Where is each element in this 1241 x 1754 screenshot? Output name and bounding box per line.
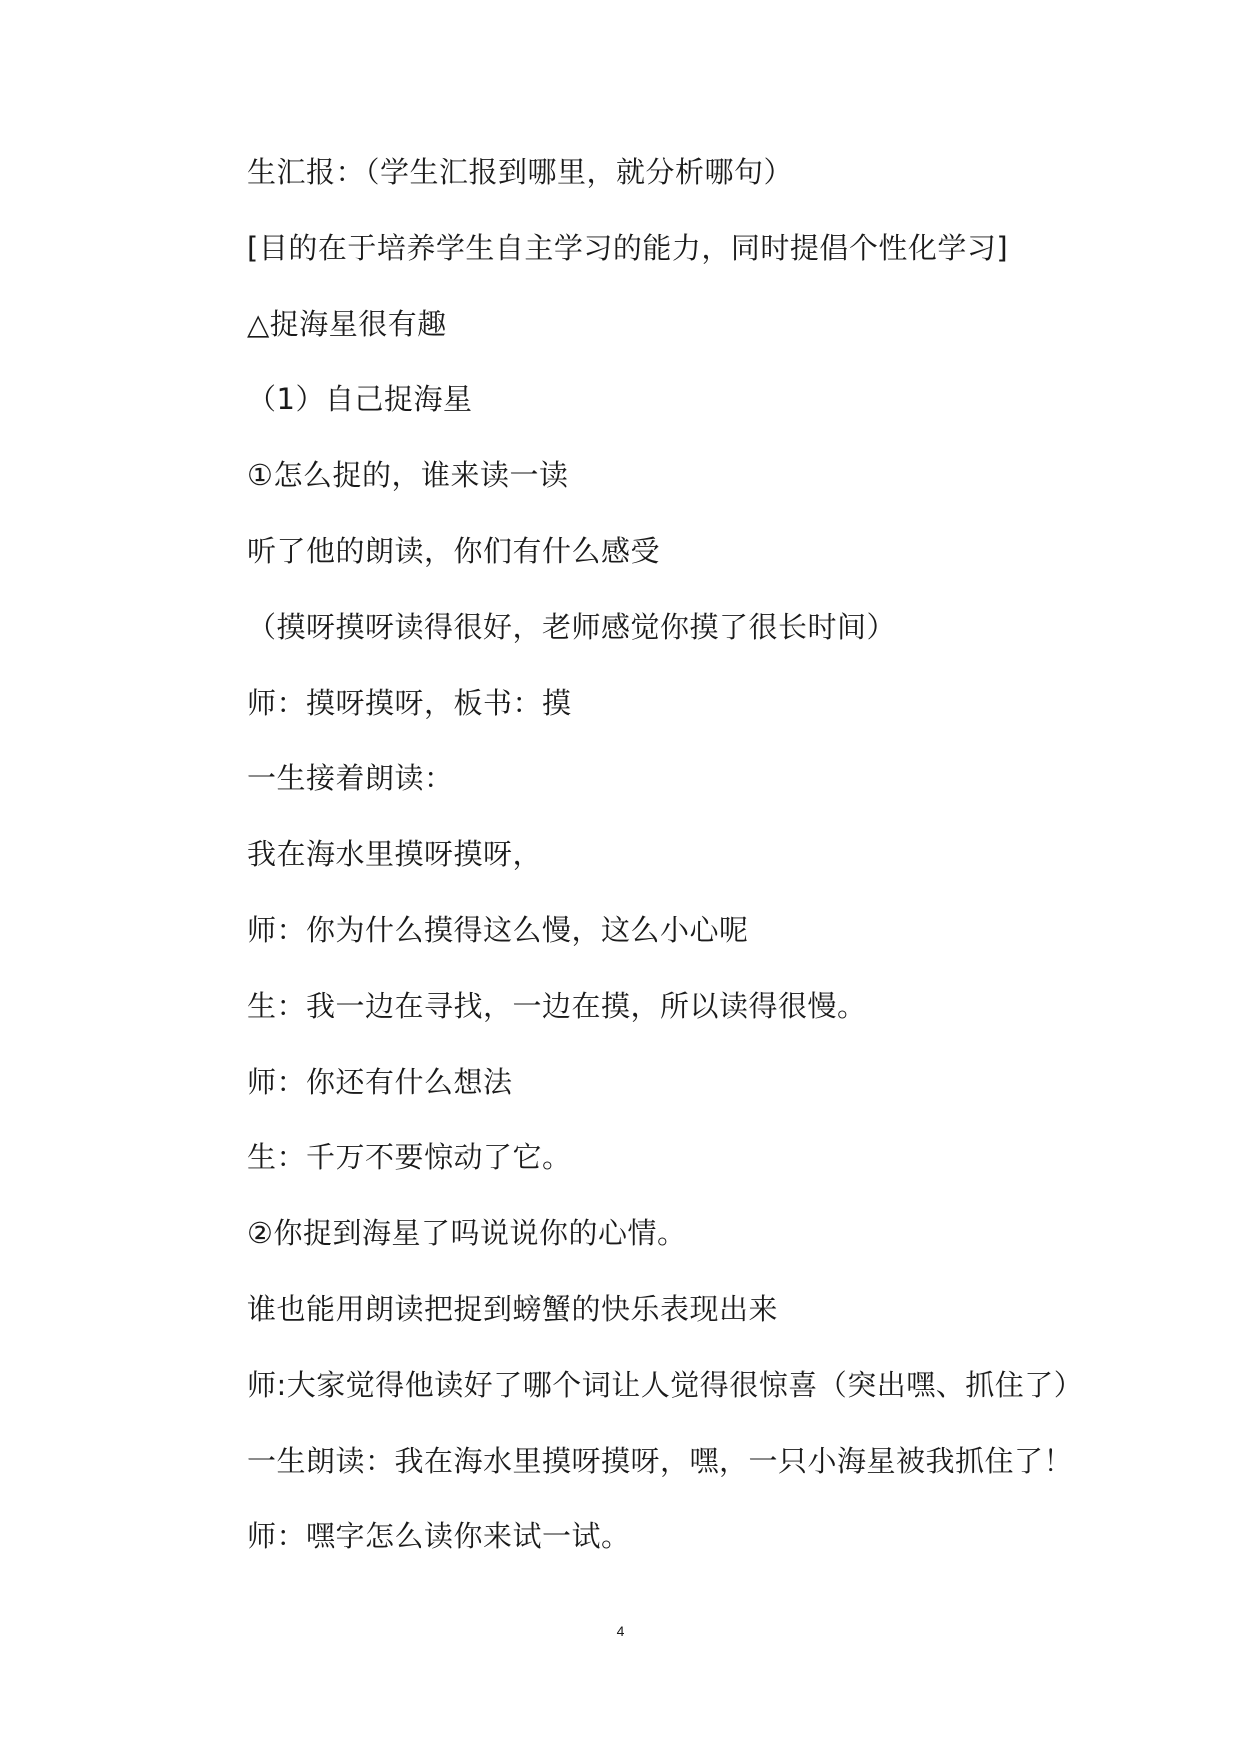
- text-line: 师：你为什么摸得这么慢，这么小心呢: [247, 912, 749, 947]
- text-line: ②你捉到海星了吗说说你的心情。: [247, 1216, 687, 1251]
- page-number: 4: [616, 1623, 625, 1639]
- text-line: 生：我一边在寻找，一边在摸，所以读得很慢。: [247, 988, 867, 1023]
- text-line: 一生接着朗读：: [247, 761, 454, 796]
- body-text: [247, 146, 1147, 1586]
- text-line: 听了他的朗读，你们有什么感受: [247, 533, 661, 568]
- text-line: 生：千万不要惊动了它。: [247, 1140, 572, 1175]
- text-line: 一生朗读：我在海水里摸呀摸呀，嘿，一只小海星被我抓住了！: [247, 1443, 1074, 1478]
- text-line: 师：嘿字怎么读你来试一试。: [247, 1519, 631, 1554]
- text-line: 谁也能用朗读把捉到螃蟹的快乐表现出来: [247, 1291, 779, 1326]
- text-line: 师：你还有什么想法: [247, 1064, 513, 1099]
- section-heading: △捉海星很有趣: [247, 306, 447, 341]
- text-line: 师：摸呀摸呀，板书：摸: [247, 685, 572, 720]
- text-line: （摸呀摸呀读得很好，老师感觉你摸了很长时间）: [247, 609, 897, 644]
- text-line: ①怎么捉的，谁来读一读: [247, 458, 569, 493]
- text-line: 师:大家觉得他读好了哪个词让人觉得很惊喜（突出嘿、抓住了）: [247, 1367, 1084, 1402]
- text-line: 我在海水里摸呀摸呀，: [247, 837, 543, 872]
- subsection-heading: （1）自己捉海星: [247, 382, 473, 417]
- text-line: [目的在于培养学生自主学习的能力，同时提倡个性化学习]: [247, 230, 1009, 265]
- text-line: 生汇报：（学生汇报到哪里，就分析哪句）: [247, 155, 794, 189]
